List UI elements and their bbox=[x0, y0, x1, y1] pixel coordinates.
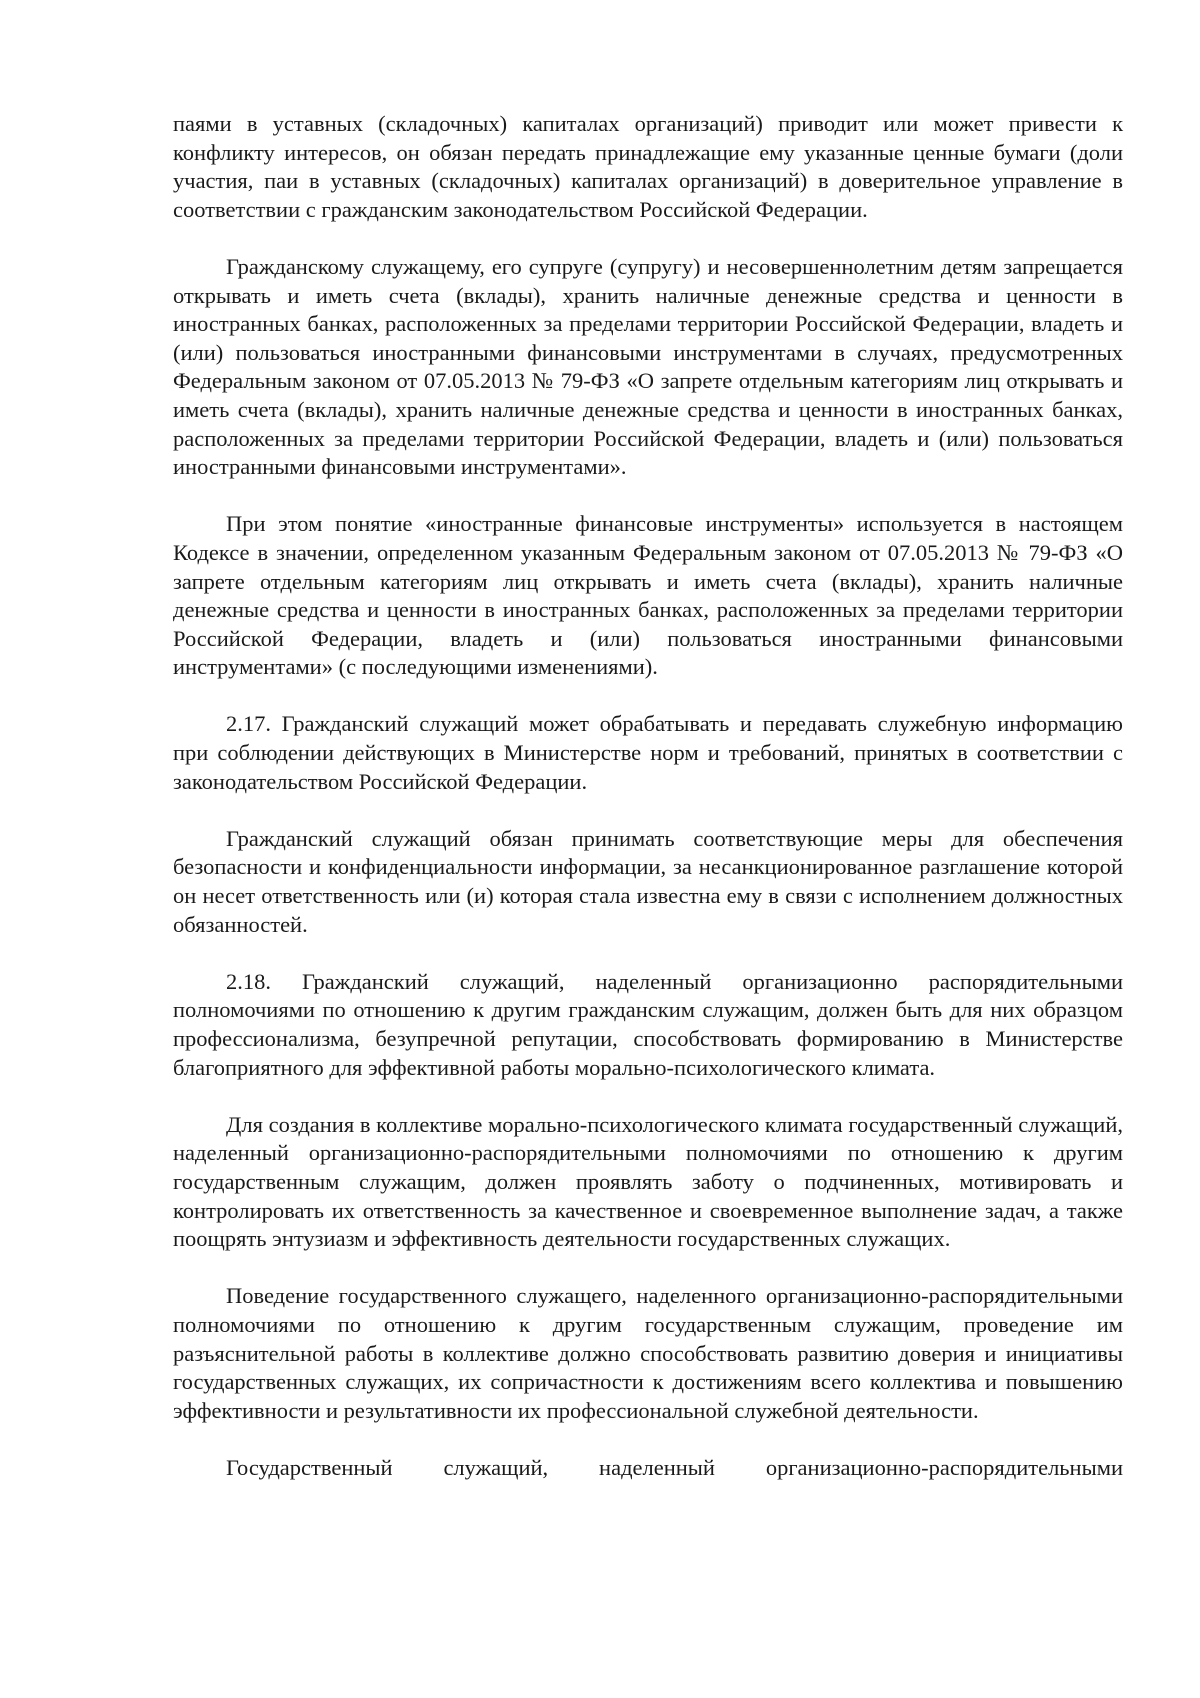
paragraph-information-security: Гражданский служащий обязан принимать соответствующие меры для обеспечения безопасности и конфиденциальности информации, за несанкционированное разглашение которой он несет ответственность или (и) которая стала известна ему в связи с исполнением должностных обязанностей. bbox=[173, 825, 1123, 937]
paragraph-manager-behavior: Поведение государственного служащего, наделенного организационно-распорядительными полномочиями по отношению к другим государственным служащим, проведение им разъяснительной работы в коллективе должно способствовать развитию доверия и инициативы государственных служащих, их сопричастности к достижениям всего коллектива и повышению эффективности и результативности их профессиональной служебной деятельности. bbox=[173, 1283, 1123, 1423]
document-page bbox=[173, 110, 1123, 1483]
paragraph-foreign-instruments-definition: При этом понятие «иностранные финансовые инструменты» используется в настоящем Кодексе в значении, определенном указанным Федеральным законом от 07.05.2013 № 79-ФЗ «О запрете отдельным категориям лиц открывать и иметь счета (вклады), хранить наличные денежные средства и ценности в иностранных банках, расположенных за пределами территории Российской Федерации, владеть и (или) пользоваться иностранными финансовыми инструментами» (с последующими изменениями). bbox=[173, 511, 1123, 680]
paragraph-truncated: Государственный служащий, наделенный организационно-распорядительными bbox=[226, 1454, 1123, 1480]
paragraph-psychological-climate: Для создания в коллективе морально-психологического климата государственный служащий, наделенный организационно-распорядительными полномочиями по отношению к другим государственным служащим, должен проявлять заботу о подчиненных, мотивировать и контролировать их ответственность за качественное и своевременное выполнение задач, а также поощрять энтузиазм и эффективность деятельности государственных служащих. bbox=[173, 1111, 1123, 1252]
paragraph-securities-trust: паями в уставных (складочных) капиталах организаций) приводит или может привести к конфликту интересов, он обязан передать принадлежащие ему указанные ценные бумаги (доли участия, паи в уставных (складочных) капиталах организаций) в доверительное управление в соответствии с гражданским законодательством Российской Федерации. bbox=[173, 111, 1123, 222]
paragraph-2-17: 2.17. Гражданский служащий может обрабатывать и передавать служебную информацию при соблюдении действующих в Министерстве норм и требований, принятых в соответствии с законодательством Российской Федерации. bbox=[173, 711, 1123, 794]
paragraph-2-18: 2.18. Гражданский служащий, наделенный организационно распорядительными полномочиями по отношению к другим гражданским служащим, должен быть для них образцом профессионализма, безупречной репутации, способствовать формированию в Министерстве благоприятного для эффективной работы морально-психологического климата. bbox=[173, 968, 1123, 1080]
paragraph-foreign-accounts-ban: Гражданскому служащему, его супруге (супругу) и несовершеннолетним детям запрещается открывать и иметь счета (вклады), хранить наличные денежные средства и ценности в иностранных банках, расположенных за пределами территории Российской Федерации, владеть и (или) пользоваться иностранными финансовыми инструментами в случаях, предусмотренных Федеральным законом от 07.05.2013 № 79-ФЗ «О запрете отдельным категориям лиц открывать и иметь счета (вклады), хранить наличные денежные средства и ценности в иностранных банках, расположенных за пределами территории Российской Федерации, владеть и (или) пользоваться иностранными финансовыми инструментами». bbox=[173, 253, 1123, 480]
